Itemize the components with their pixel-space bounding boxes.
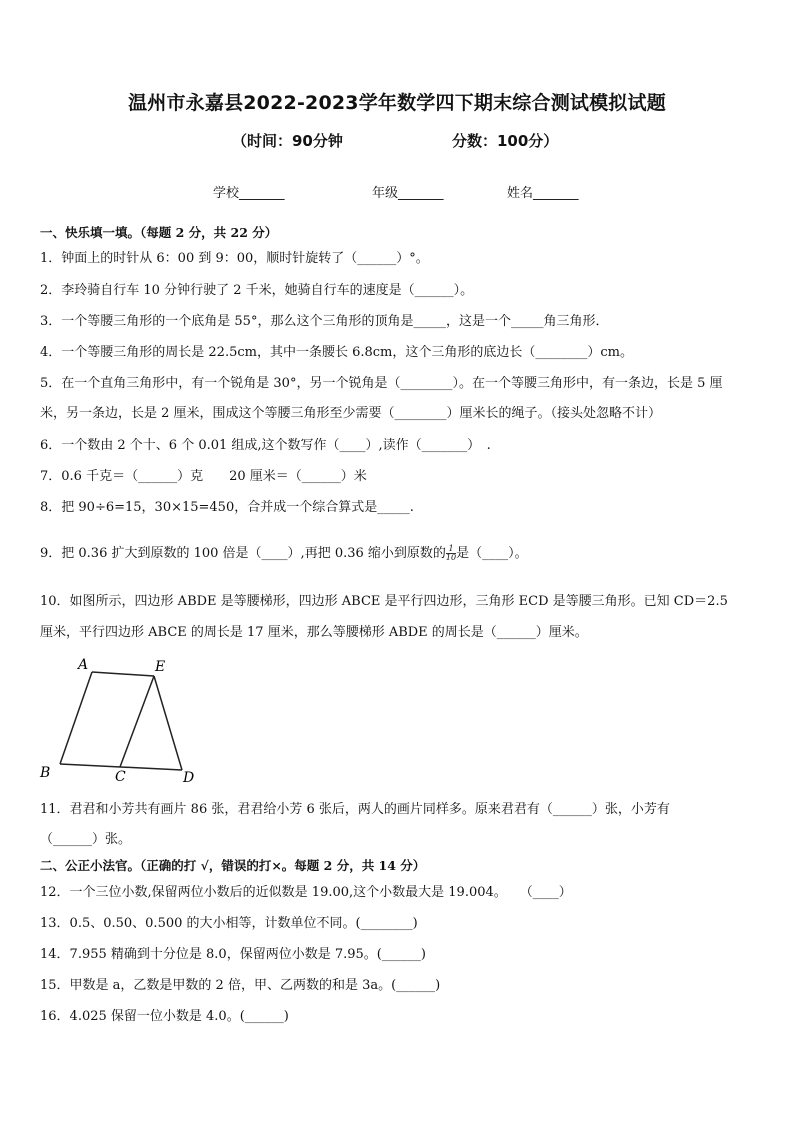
question-5-line-1: 5．在一个直角三角形中，有一个锐角是 30°，另一个锐角是（________）。在一个等腰三角形中，有一条边，长是 5 厘: [40, 376, 723, 391]
question-15: 15．甲数是 a，乙数是甲数的 2 倍，甲、乙两数的和是 3a。(______): [40, 978, 441, 993]
question-13: 13．0.5、0.50、0.500 的大小相等，计数单位不同。(________): [40, 916, 418, 931]
edge-ae: [92, 672, 154, 676]
fraction-numerator: 1: [446, 545, 456, 554]
question-9-text-a: 9．把 0.36 扩大到原数的 100 倍是（____）,再把 0.36 缩小到原数的: [40, 546, 446, 561]
page-title: 温州市永嘉县2022-2023学年数学四下期末综合测试模拟试题: [128, 92, 666, 114]
question-2: 2．李玲骑自行车 10 分钟行驶了 2 千米，她骑自行车的速度是（______）。: [40, 283, 474, 298]
question-16: 16．4.025 保留一位小数是 4.0。(______): [40, 1009, 289, 1024]
label-c: C: [115, 769, 126, 785]
fraction-denominator: 10: [445, 553, 457, 562]
question-3: 3．一个等腰三角形的一个底角是 55°，那么这个三角形的顶角是_____，这是一个_____角三角形．: [40, 314, 609, 329]
question-7: 7．0.6 千克＝（______）克 20 厘米＝（______）米: [40, 469, 367, 484]
question-12: 12．一个三位小数,保留两位小数后的近似数是 19.00,这个小数最大是 19.004。 （____）: [40, 885, 572, 900]
question-11-line-2: （______）张。: [40, 832, 132, 847]
question-5-line-2: 米，另一条边，长是 2 厘米，围成这个等腰三角形至少需要（________）厘米长的绳子。（接头处忽略不计）: [40, 406, 662, 421]
question-4: 4．一个等腰三角形的周长是 22.5cm，其中一条腰长 6.8cm，这个三角形的底边长（________）cm。: [40, 345, 633, 360]
trapezoid-figure: [36, 652, 206, 787]
label-b: B: [40, 765, 51, 781]
edge-ab: [60, 672, 92, 764]
time-label: （时间：90分钟: [232, 132, 343, 150]
question-6: 6．一个数由 2 个十、6 个 0.01 组成,这个数写作（____）,读作（_______） .: [40, 438, 491, 453]
label-a: A: [78, 657, 89, 673]
score-label: 分数：100分）: [452, 132, 559, 150]
question-10-line-1: 10．如图所示，四边形 ABDE 是等腰梯形，四边形 ABCE 是平行四边形，三角形 ECD 是等腰三角形。已知 CD＝2.5: [40, 594, 728, 609]
school-field: 学校_______: [213, 186, 285, 201]
question-10-line-2: 厘米，平行四边形 ABCE 的周长是 17 厘米，那么等腰梯形 ABDE 的周长是（______）厘米。: [40, 625, 588, 640]
question-14: 14．7.955 精确到十分位是 8.0，保留两位小数是 7.95。(______): [40, 947, 426, 962]
question-11-line-1: 11．君君和小芳共有画片 86 张，君君给小芳 6 张后，两人的画片同样多。原来君君有（______）张，小芳有: [40, 802, 670, 817]
grade-field: 年级_______: [372, 186, 444, 201]
section-2-heading: 二、公正小法官。（正确的打 √，错误的打×。每题 2 分，共 14 分）: [40, 858, 426, 873]
edge-ec: [120, 676, 154, 767]
question-9-text-b: 是（____）。: [456, 546, 528, 561]
label-d: D: [183, 770, 195, 786]
fraction-one-tenth: [446, 545, 456, 562]
name-field: 姓名_______: [507, 186, 579, 201]
section-1-heading: 一、快乐填一填。（每题 2 分，共 22 分）: [40, 225, 278, 240]
question-9: [40, 545, 528, 563]
label-e: E: [155, 659, 166, 675]
question-1: 1．钟面上的时针从 6：00 到 9：00，顺时针旋转了（______）°。: [40, 251, 429, 266]
question-8: 8．把 90÷6=15，30×15=450，合并成一个综合算式是_____.: [40, 500, 414, 515]
edge-ed: [154, 676, 182, 770]
